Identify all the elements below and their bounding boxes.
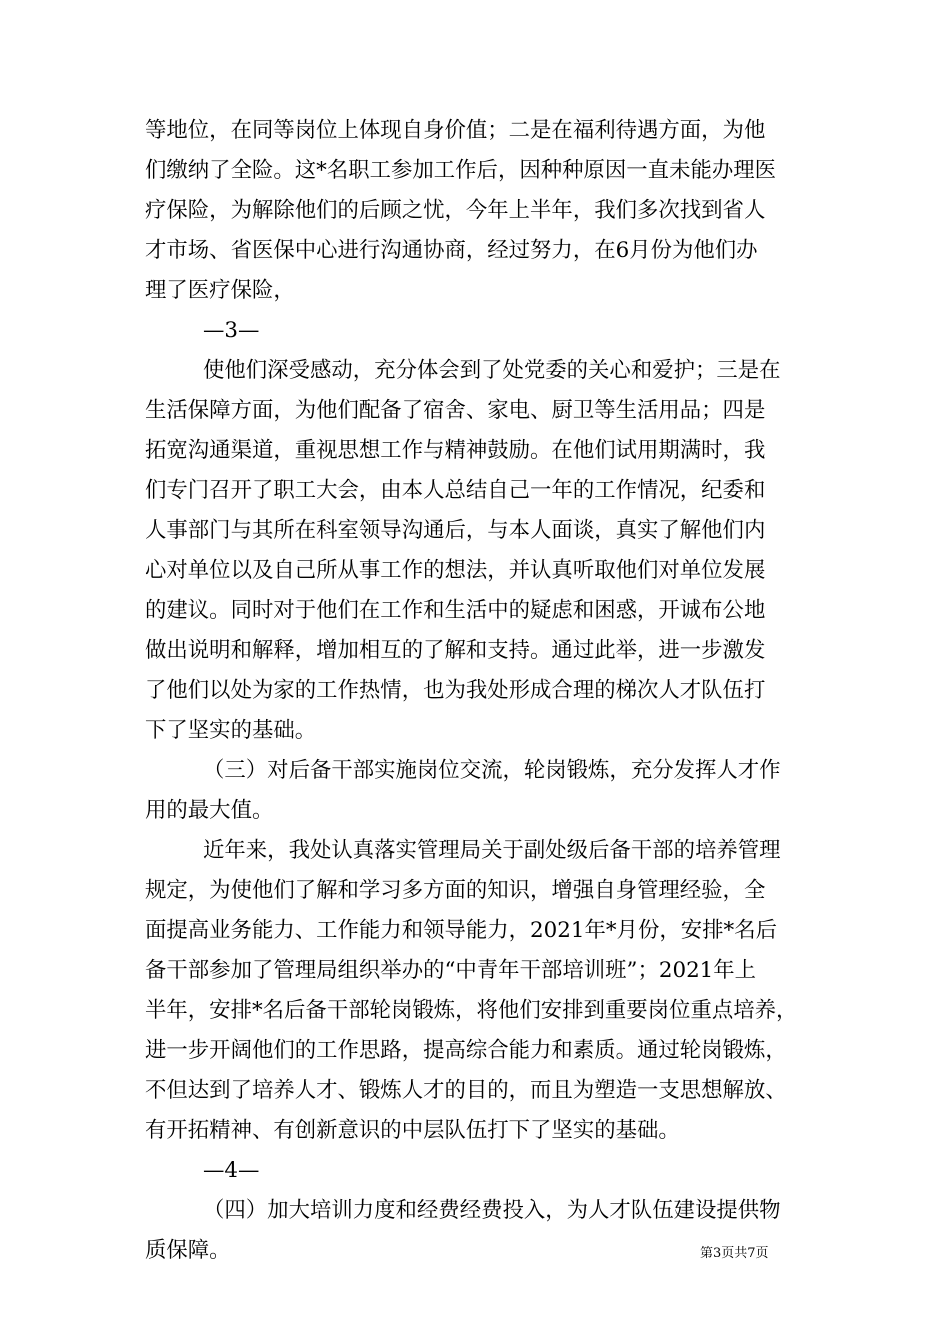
page-footer: 第3页共7页: [700, 1246, 769, 1261]
paragraph-line: 不但达到了培养人才、锻炼人才的目的，而且为塑造一支思想解放、: [145, 1078, 787, 1103]
paragraph-line: 疗保险，为解除他们的后顾之忧，今年上半年，我们多次找到省人: [145, 198, 766, 223]
paragraph-line: 有开拓精神、有创新意识的中层队伍打下了坚实的基础。: [145, 1118, 680, 1143]
paragraph-line: 们专门召开了职工大会，由本人总结自己一年的工作情况，纪委和: [145, 478, 766, 503]
paragraph-line: 等地位，在同等岗位上体现自身价值；二是在福利待遇方面，为他: [145, 118, 766, 143]
paragraph-line: 近年来，我处认真落实管理局关于副处级后备干部的培养管理: [203, 838, 781, 863]
paragraph-line: 才市场、省医保中心进行沟通协商，经过努力，在6月份为他们办: [145, 238, 758, 263]
paragraph-line: 半年，安排*名后备干部轮岗锻炼，将他们安排到重要岗位重点培养，: [145, 998, 798, 1023]
paragraph-line: 进一步开阔他们的工作思路，提高综合能力和素质。通过轮岗锻炼，: [145, 1038, 787, 1063]
paragraph-line: 们缴纳了全险。这*名职工参加工作后，因种种原因一直未能办理医: [145, 158, 777, 183]
page-number-marker: —3—: [203, 318, 260, 343]
paragraph-line: 的建议。同时对于他们在工作和生活中的疑虑和困惑，开诚布公地: [145, 598, 766, 623]
paragraph-line: 拓宽沟通渠道，重视思想工作与精神鼓励。在他们试用期满时，我: [145, 438, 766, 463]
paragraph-line: 理了医疗保险，: [145, 278, 295, 303]
section-heading-line: 用的最大值。: [145, 798, 274, 823]
paragraph-line: 做出说明和解释，增加相互的了解和支持。通过此举，进一步激发: [145, 638, 766, 663]
paragraph-line: 规定，为使他们了解和学习多方面的知识，增强自身管理经验，全: [145, 878, 766, 903]
page-number-marker: —4—: [203, 1158, 260, 1183]
paragraph-line: 面提高业务能力、工作能力和领导能力，2021年*月份，安排*名后: [145, 918, 777, 943]
paragraph-line: 使他们深受感动，充分体会到了处党委的关心和爱护；三是在: [203, 358, 781, 383]
paragraph-line: 下了坚实的基础。: [145, 718, 317, 743]
section-heading-line: （四）加大培训力度和经费经费投入，为人才队伍建设提供物: [203, 1198, 781, 1223]
paragraph-line: 人事部门与其所在科室领导沟通后，与本人面谈，真实了解他们内: [145, 518, 766, 543]
paragraph-line: 心对单位以及自己所从事工作的想法，并认真听取他们对单位发展: [145, 558, 766, 583]
paragraph-line: 备干部参加了管理局组织举办的“中青年干部培训班”；2021年上: [145, 958, 757, 983]
paragraph-line: 生活保障方面，为他们配备了宿舍、家电、厨卫等生活用品；四是: [145, 398, 766, 423]
document-body: [145, 111, 807, 1271]
section-heading-line: 质保障。: [145, 1238, 231, 1263]
section-heading-line: （三）对后备干部实施岗位交流，轮岗锻炼，充分发挥人才作: [203, 758, 781, 783]
paragraph-line: 了他们以处为家的工作热情，也为我处形成合理的梯次人才队伍打: [145, 678, 766, 703]
